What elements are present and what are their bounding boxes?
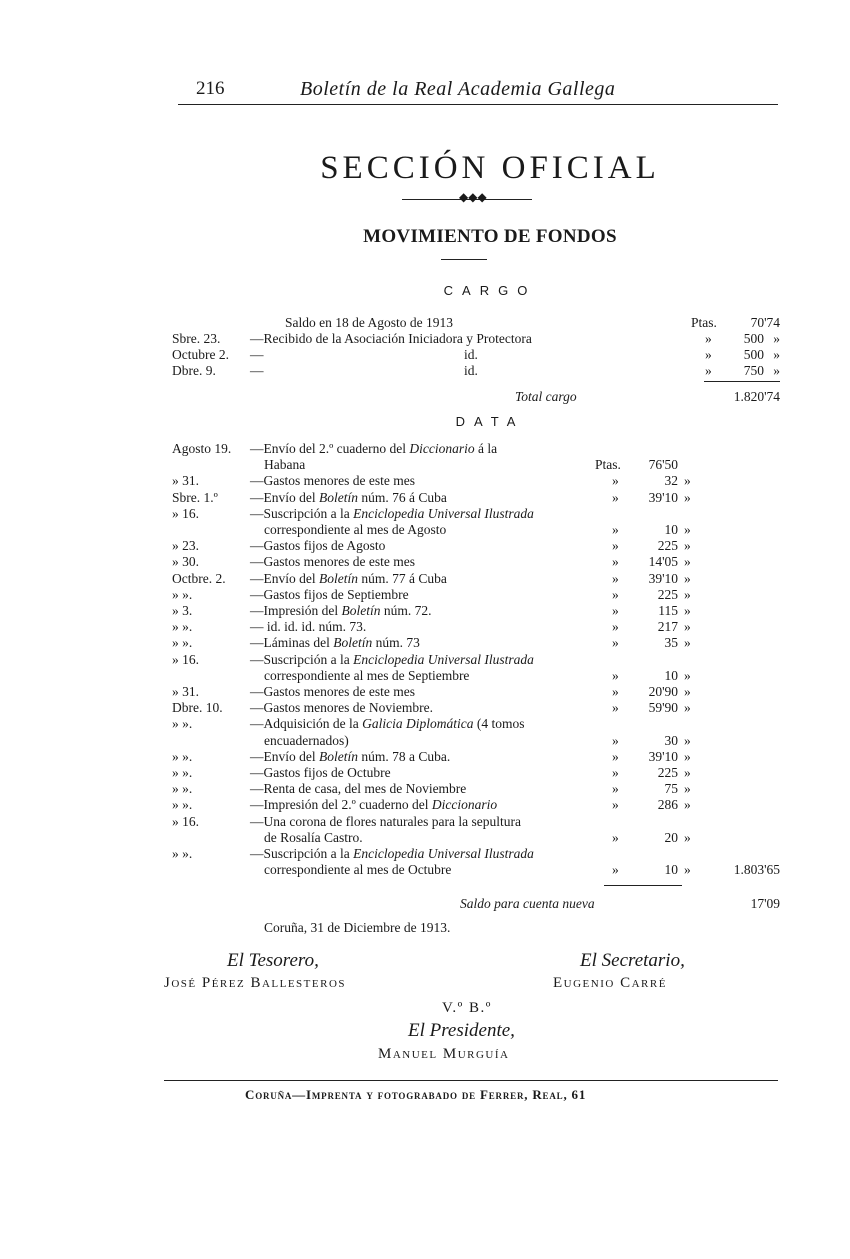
entry-description: —Envío del Boletín núm. 76 á Cuba [250,489,447,505]
ditto-guillemet: » [612,781,619,797]
place-date: Coruña, 31 de Diciembre de 1913. [264,920,451,935]
entry-amount: 217 [657,619,678,635]
data-entry-row [172,538,780,554]
data-entry-row [172,490,780,506]
total-cargo-amount: 1.820'74 [733,389,780,404]
ditto-guillemet: » [684,781,691,797]
entry-date: Agosto 19. [172,441,232,456]
data-entry-row [172,587,780,603]
ditto-guillemet: » [612,684,619,699]
printer-footer: Coruña—Imprenta y fotograbado de Ferrer, Real, 61 [245,1087,587,1102]
ditto-guillemet: » [684,635,691,651]
cargo-date: Octubre 2. [172,347,229,362]
cargo-sum-rule [704,381,780,382]
entry-description: —Impresión del Boletín núm. 72. [250,603,432,618]
data-entry-row [172,554,780,570]
secretary-name: Eugenio Carré [553,975,667,991]
entry-amount: 35 [664,635,678,651]
entry-continuation: de Rosalía Castro. [264,829,363,845]
opening-label: Saldo en 18 de Agosto de 1913 [285,315,453,330]
entry-description: —Impresión del 2.º cuaderno del Diccionario [250,797,498,813]
balance-row [460,896,780,912]
entry-description: —Renta de casa, del mes de Noviembre [250,781,467,797]
entry-continuation: correspondiente al mes de Agosto [264,522,447,537]
data-sum-rule [604,885,682,886]
entry-date: » ». [172,635,193,651]
cargo-date: Dbre. 9. [172,363,216,378]
data-entry-continuation [172,522,780,538]
ditto-guillemet: » [612,570,619,586]
cargo-amount: 500 [743,331,764,346]
data-entry-row [172,603,780,619]
ditto-guillemet: » [684,473,691,489]
entry-date: » ». [172,797,193,813]
entry-date: » ». [172,781,193,797]
ditto-guillemet: » [612,489,619,505]
ditto-guillemet: » [612,829,619,845]
secretary-title: El Secretario, [580,950,685,971]
entry-amount: 59'90 [648,700,678,716]
ditto-guillemet: » [684,522,691,537]
entry-description: —Suscripción a la Enciclopedia Universal Ilustrada [250,505,534,521]
entry-amount: 32 [664,473,678,489]
data-entry-row [172,797,780,813]
ditto-guillemet: » [612,619,619,635]
entry-date: » 30. [172,554,199,570]
ditto-guillemet: » [684,732,691,748]
entry-amount: 39'10 [648,748,678,764]
entry-description: —Láminas del Boletín núm. 73 [250,635,420,651]
ditto-guillemet: » [684,586,691,602]
entry-amount: 14'05 [648,554,678,570]
data-entry-row [172,506,780,522]
ditto-guillemet: » [684,829,691,845]
entry-description: —Gastos menores de este mes [250,684,415,699]
opening-balance [285,315,780,331]
ditto-guillemet: » [612,522,619,537]
ditto-mark: id. [464,363,478,378]
entry-description: —Gastos fijos de Septiembre [250,586,409,602]
ditto-guillemet: » [612,554,619,570]
data-entry-row [172,441,780,457]
entry-date: » 16. [172,813,199,829]
ditto-guillemet: » [612,538,619,554]
entry-amount: 76'50 [648,457,678,473]
data-entry-row [172,781,780,797]
ditto-guillemet: » [684,700,691,716]
data-entry-row [172,814,780,830]
entry-amount: 286 [657,797,678,813]
ditto-guillemet: » [612,635,619,651]
entry-date: » 23. [172,538,199,554]
entry-date: » ». [172,586,193,602]
entry-description: —Una corona de flores naturales para la sepultura [250,813,522,829]
entry-continuation: correspondiente al mes de Octubre [264,862,452,878]
ditto-guillemet: » [684,603,691,618]
entry-amount: 10 [664,862,678,878]
cargo-text: —Recibido de la Asociación Iniciadora y Protectora [250,331,532,346]
ditto-guillemet: » [612,862,619,878]
vobo: V.º B.º [442,1000,492,1016]
entry-description: —Envío del Boletín núm. 77 á Cuba [250,570,447,586]
header-rule [178,104,778,105]
entry-continuation: Habana [264,457,306,473]
ditto-guillemet: » [684,797,691,813]
entry-description: —Envío del Boletín núm. 78 a Cuba. [250,748,451,764]
ditto-guillemet: » [612,748,619,764]
data-entry-continuation [172,668,780,684]
balance-label: Saldo para cuenta nueva [460,896,595,911]
entry-amount: 10 [664,667,678,683]
ditto-guillemet: » [612,797,619,813]
total-cargo-label: Total cargo [515,389,577,404]
journal-title: Boletín de la Real Academia Gallega [300,78,616,100]
entry-description: — id. id. id. núm. 73. [250,619,367,635]
entry-date: » 16. [172,505,199,521]
entry-description: —Gastos fijos de Octubre [250,765,391,780]
opening-currency: Ptas. [691,315,717,330]
entry-description: —Envío del 2.º cuaderno del Diccionario á la [250,441,498,456]
data-heading: DATA [455,414,525,429]
data-entry-continuation [172,733,780,749]
cargo-row: Dbre. 9. — id. » 750 » [172,363,780,378]
entry-date: » 31. [172,684,199,699]
data-entry-row [172,473,780,489]
data-entry-row [172,749,780,765]
subtitle-rule [441,259,487,260]
entry-description: —Adquisición de la Galicia Diplomática (4 tomos [250,716,525,732]
balance-amount: 17'09 [750,896,780,911]
ditto-guillemet: » [612,586,619,602]
entry-amount: 30 [664,732,678,748]
data-entry-continuation [172,862,780,878]
entry-date: » 3. [172,603,193,618]
ditto-mark: id. [464,347,478,362]
entry-description: —Gastos fijos de Agosto [250,538,386,554]
entry-continuation: encuadernados) [264,732,349,748]
entry-amount: 225 [657,765,678,780]
ornament-divider: ◆◆◆ [402,196,532,204]
entry-description: —Gastos menores de Noviembre. [250,700,433,716]
data-entry-row [172,652,780,668]
treasurer-name: José Pérez Ballesteros [164,975,347,991]
data-entry-row [172,619,780,635]
section-title: SECCIÓN OFICIAL [320,150,660,186]
entry-amount: 225 [657,538,678,554]
ditto-guillemet: » [684,554,691,570]
cargo-total [515,389,780,405]
entry-amount: 20 [664,829,678,845]
entry-amount: 10 [664,522,678,537]
entry-description: —Gastos menores de este mes [250,473,415,489]
president-title: El Presidente, [408,1020,515,1041]
ditto-guillemet: » [612,765,619,780]
subtitle: MOVIMIENTO DE FONDOS [363,226,617,247]
data-entry-row [172,571,780,587]
data-entry-row [172,635,780,651]
ditto-guillemet: » [684,765,691,780]
data-entry-continuation [172,830,780,846]
cargo-amount: 500 [743,347,764,362]
page-number: 216 [196,78,225,99]
cargo-row: Sbre. 23. —Recibido de la Asociación Iniciadora y Protectora » 500 » [172,331,780,346]
data-total-amount: 1.803'65 [733,862,780,878]
ditto-guillemet: » [684,538,691,554]
entry-date: Sbre. 1.º [172,489,218,505]
opening-amount: 70'74 [750,315,780,330]
entry-date: » ». [172,765,193,780]
entry-currency: Ptas. [595,457,621,473]
ditto-guillemet: » [684,619,691,635]
data-entry-row [172,846,780,862]
data-entry-row [172,765,780,781]
ditto-guillemet: » [612,667,619,683]
entry-amount: 20'90 [648,684,678,699]
entry-date: » ». [172,846,193,861]
ditto-guillemet: » [684,748,691,764]
entry-date: » ». [172,716,193,732]
ditto-guillemet: » [612,700,619,716]
ditto-guillemet: » [684,862,691,878]
ditto-guillemet: » [684,489,691,505]
entry-amount: 75 [664,781,678,797]
entry-amount: 225 [657,586,678,602]
entry-amount: 115 [658,603,678,618]
cargo-date: Sbre. 23. [172,331,221,346]
data-entry-row [172,684,780,700]
president-name: Manuel Murguía [378,1046,510,1062]
ditto-guillemet: » [612,603,619,618]
ditto-guillemet: » [612,732,619,748]
ditto-guillemet: » [684,684,691,699]
entry-date: Dbre. 10. [172,700,223,716]
cargo-heading: CARGO [443,283,537,298]
data-entry-row [172,700,780,716]
ditto-guillemet: » [612,473,619,489]
ditto-guillemet: » [684,570,691,586]
entry-date: » ». [172,619,193,635]
footer-rule [164,1080,778,1081]
entry-date: Octbre. 2. [172,570,226,586]
ditto-guillemet: » [684,667,691,683]
cargo-amount: 750 [743,363,764,378]
entry-description: —Suscripción a la Enciclopedia Universal Ilustrada [250,651,534,667]
cargo-row: Octubre 2. — id. » 500 » [172,347,780,362]
data-entry-continuation [172,457,780,473]
entry-description: —Suscripción a la Enciclopedia Universal Ilustrada [250,846,534,861]
entry-amount: 39'10 [648,489,678,505]
running-header [178,78,778,102]
entry-date: » ». [172,748,193,764]
data-entry-row [172,716,780,732]
entry-amount: 39'10 [648,570,678,586]
entry-description: —Gastos menores de este mes [250,554,415,570]
treasurer-title: El Tesorero, [227,950,319,971]
entry-continuation: correspondiente al mes de Septiembre [264,667,470,683]
entry-date: » 16. [172,651,199,667]
entry-date: » 31. [172,473,199,489]
